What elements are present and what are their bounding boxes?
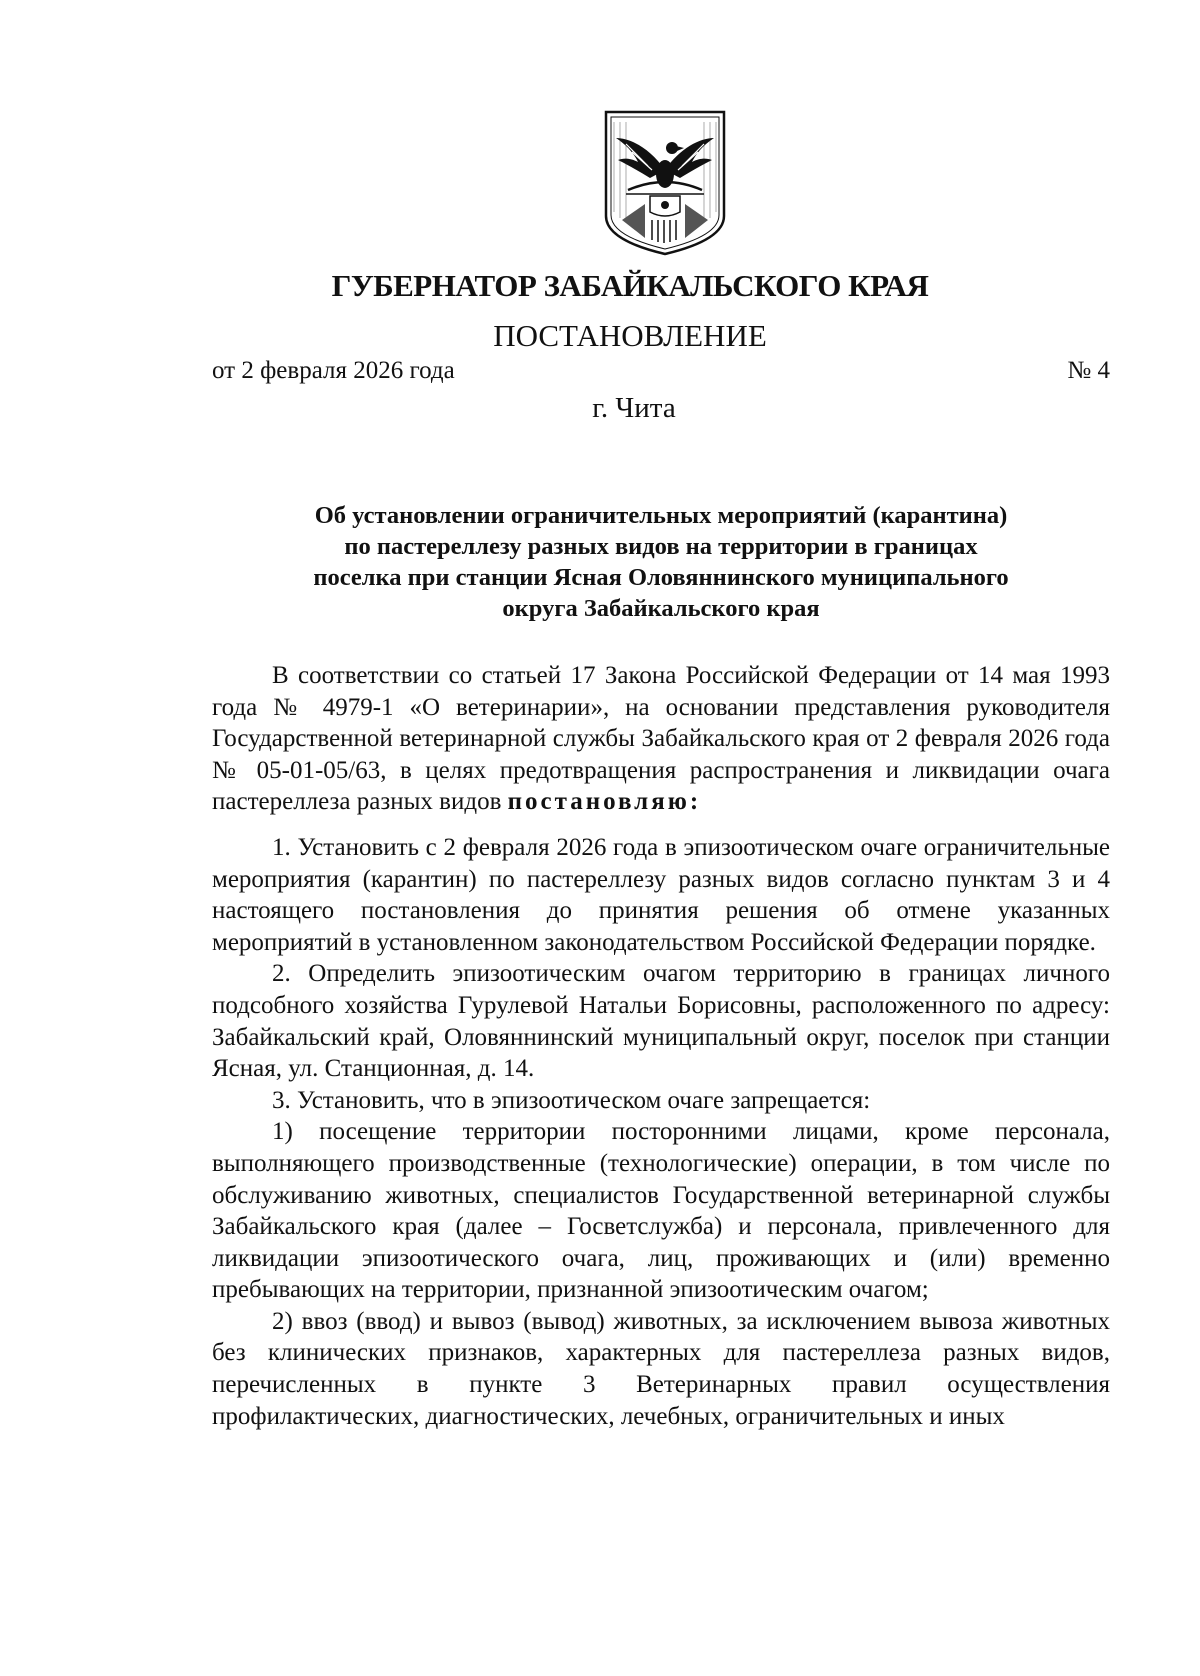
decree-word: постановляю: — [507, 788, 702, 816]
title-line: поселка при станции Ясная Оловяннинского муниципального — [313, 564, 1009, 591]
paragraph-3: 3. Установить, что в эпизоотическом очаге запрещается: — [272, 1086, 871, 1114]
preamble-text: В соответствии со статьей 17 Закона Российской Федерации от 14 мая 1993 года № 4979-1 «О ветеринарии», на основании представления руководителя Государственной ветеринарной службы Забайкальского края от 2 февраля 2026 года № 05-01-05/63, в целях предотвращения распространения и ликвидации очага пастереллеза разных видов — [212, 662, 1110, 816]
document-number: № 4 — [1067, 357, 1110, 384]
title-line: по пастереллезу разных видов на территории в границах — [344, 533, 978, 560]
paragraph-2: 2. Определить эпизоотическим очагом территорию в границах личного подсобного хозяйства Гурулевой Натальи Борисовны, расположенного по адресу: Забайкальский край, Оловяннинский муниципальный округ, поселок при станции Ясная, ул. Станционная, д. 14. — [212, 960, 1110, 1083]
document-body — [212, 660, 1110, 1432]
paragraph-3-1: 1) посещение территории посторонними лицами, кроме персонала, выполняющего производственные (технологические) операции, в том числе по обслуживанию животных, специалистов Государственной ветеринарной службы Забайкальского края (далее – Госветслужба) и персонала, привлеченного для ликвидации эпизоотического очага, лиц, проживающих и (или) временно пребывающих на территории, признанной эпизоотическим очагом; — [212, 1118, 1110, 1304]
paragraph-3-2: 2) ввоз (ввод) и вывоз (вывод) животных, за исключением вывоза животных без клинических признаков, характерных для пастереллеза разных видов, перечисленных в пункте 3 Ветеринарных правил осуществления профилактических, диагностических, лечебных, ограничительных и иных — [212, 1307, 1110, 1430]
document-city: г. Чита — [592, 392, 676, 424]
coat-of-arms-icon — [600, 108, 730, 258]
title-line: Об установлении ограничительных мероприятий (карантина) — [314, 502, 1008, 529]
paragraph-1: 1. Установить с 2 февраля 2026 года в эпизоотическом очаге ограничительные мероприятия (карантин) по пастереллезу разных видов согласно пунктам 3 и 4 настоящего постановления до принятия решения об отмене указанных мероприятий в установленном законодательством Российской Федерации порядке. — [212, 833, 1110, 956]
document-title — [212, 500, 1110, 624]
document-date: от 2 февраля 2026 года — [212, 357, 455, 384]
issuing-authority: ГУБЕРНАТОР ЗАБАЙКАЛЬСКОГО КРАЯ — [331, 268, 929, 303]
document-type: ПОСТАНОВЛЕНИЕ — [493, 318, 767, 353]
title-line: округа Забайкальского края — [502, 595, 820, 622]
preamble-paragraph — [212, 660, 1110, 818]
